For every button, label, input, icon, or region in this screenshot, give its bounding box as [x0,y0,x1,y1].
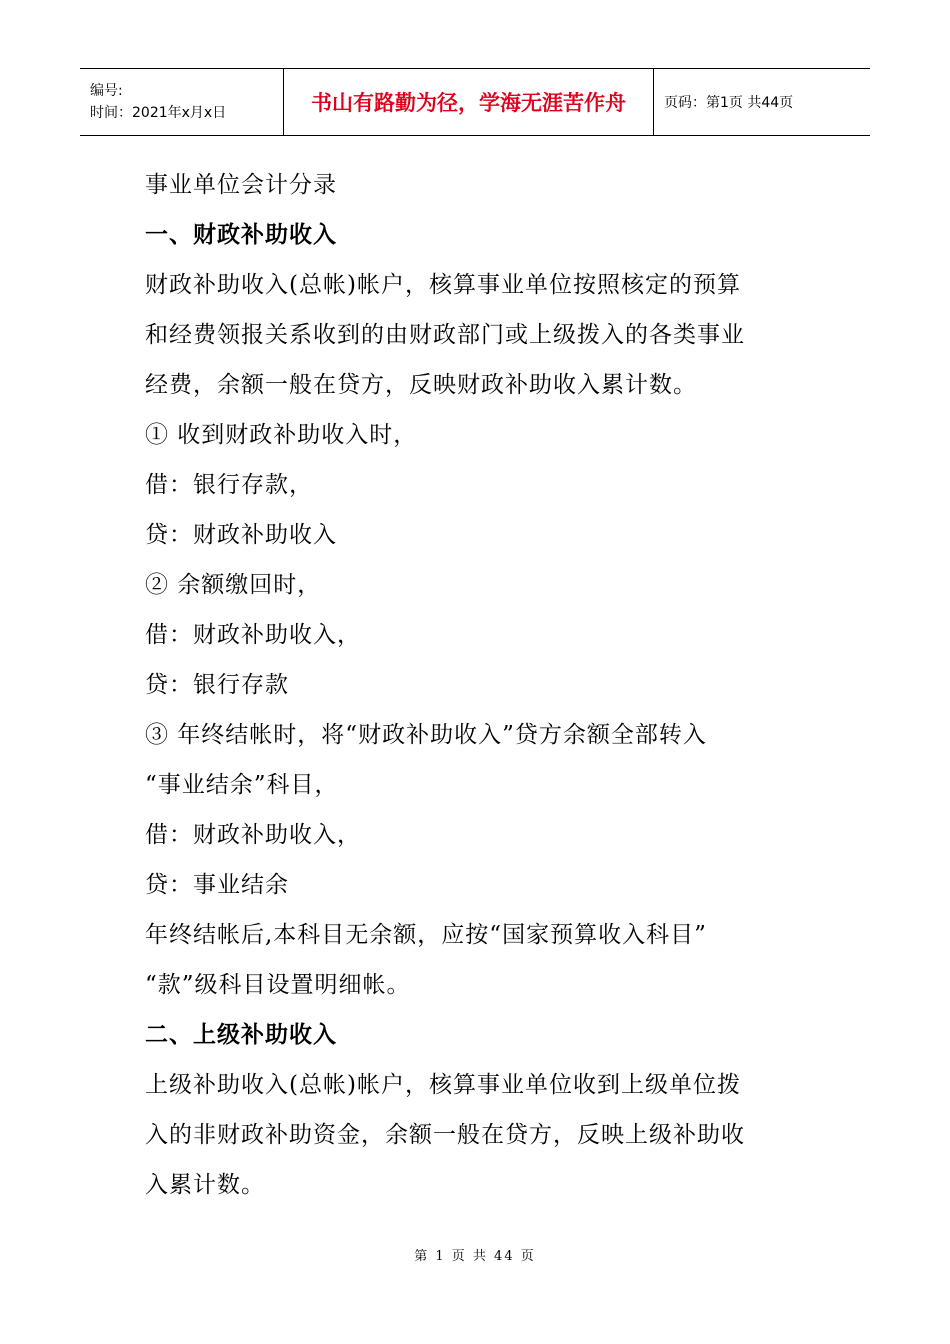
body-text-line: 和经费领报关系收到的由财政部门或上级拨入的各类事业 [145,322,745,348]
document-body [145,160,795,1210]
body-text-line: “事业结余”科目， [145,772,339,798]
page-header [80,68,870,136]
body-text-line: 事业单位会计分录 [145,172,337,198]
document-number-label: 编号: [90,83,123,99]
body-text-line: 贷：财政补助收入 [145,522,337,548]
section-heading: 二、上级补助收入 [145,1022,337,1048]
body-text-line: “款”级科目设置明细帐。 [145,972,411,998]
body-text-line: 上级补助收入(总帐)帐户，核算事业单位收到上级单位拨 [145,1072,741,1098]
body-text-line: ② 余额缴回时， [145,572,322,598]
page-footer: 第 1 页 共 44 页 [414,1249,536,1264]
document-time-label: 时间：2021年x月x日 [90,105,227,121]
header-motto: 书山有路勤为径，学海无涯苦作舟 [283,69,654,135]
body-text-line: 借：财政补助收入， [145,622,361,648]
header-meta [80,69,283,135]
body-text-line: 年终结帐后,本科目无余额，应按“国家预算收入科目” [145,922,707,948]
body-text-line: 贷：事业结余 [145,872,289,898]
body-text-line: 经费，余额一般在贷方，反映财政补助收入累计数。 [145,372,697,398]
body-text-line: ③ 年终结帐时，将“财政补助收入”贷方余额全部转入 [145,722,707,748]
header-page-label: 页码：第1页 共44页 [664,95,794,111]
body-text-line: 贷：银行存款 [145,672,289,698]
body-text-line: 财政补助收入(总帐)帐户，核算事业单位按照核定的预算 [145,272,741,298]
body-text-line: 借：银行存款， [145,472,313,498]
body-text-line: 借：财政补助收入， [145,822,361,848]
body-text-line: 入的非财政补助资金，余额一般在贷方，反映上级补助收 [145,1122,745,1148]
section-heading: 一、财政补助收入 [145,222,337,248]
body-text-line: 入累计数。 [145,1172,265,1198]
body-text-line: ① 收到财政补助收入时， [145,422,418,448]
